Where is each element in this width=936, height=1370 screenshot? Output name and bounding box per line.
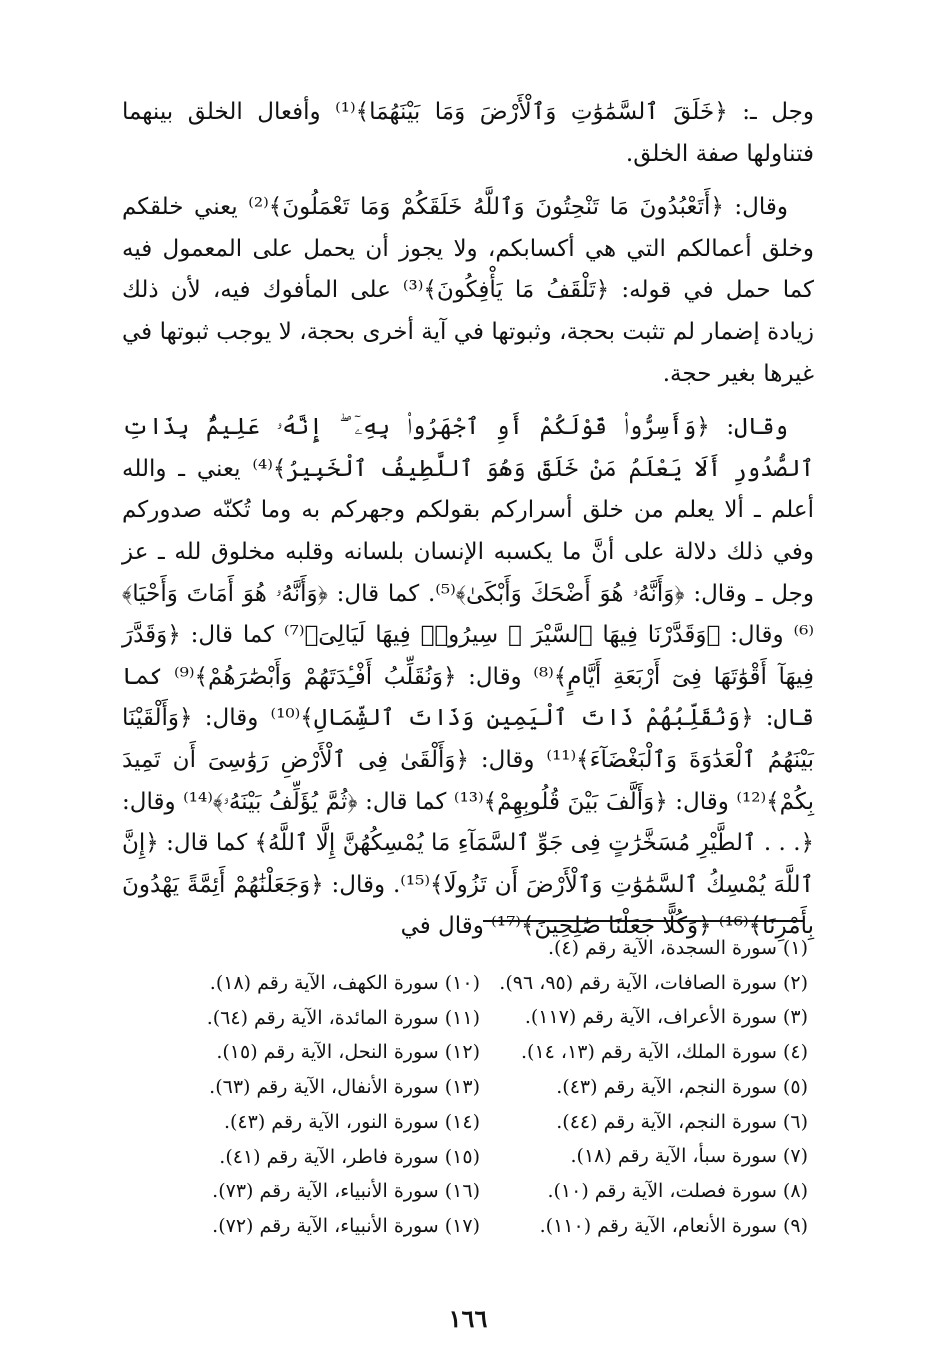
- footnote-17: (١٧) سورة الأنبياء، الآية رقم (٧٢).: [212, 1214, 480, 1237]
- footnote-divider: [483, 920, 803, 922]
- footnote-3: (٣) سورة الأعراف، الآية رقم (١١٧).: [524, 1006, 808, 1029]
- footnote-13: (١٣) سورة الأنفال، الآية رقم (٦٣).: [209, 1076, 480, 1099]
- page-number: ١٦٦: [448, 1304, 488, 1333]
- footnote-12: (١٢) سورة النحل، الآية رقم (١٥).: [216, 1041, 480, 1064]
- footnote-14: (١٤) سورة النور، الآية رقم (٤٣).: [223, 1110, 480, 1133]
- paragraph-3: وقال: ﴿وَأَسِرُّوا۟ قَوْلَكُمْ أَوِ ٱجْهَرُوا۟ بِهِۦٓ ۖ إِنَّهُۥ عَلِيمٌۢ بِذَاتِ ٱلصُّدُورِ أَلَا يَعْلَمُ مَنْ خَلَقَ وَهُوَ ٱللَّطِيفُ ٱلْخَبِيرُ﴾⁽⁴⁾ يعني ـ والله أعلم ـ ألا يعلم من خلق أسراركم بقولكم وجهركم به وما تُكنّه صدوركم وفي ذلك دلالة على أنَّ ما يكسبه الإنسان بلسانه وقلبه مخلوق لله ـ عز وجل ـ وقال: ﴿وَأَنَّهُۥ هُوَ أَضْحَكَ وَأَبْكَىٰ﴾⁽⁵⁾. كما قال: ﴿وَأَنَّهُۥ هُوَ أَمَاتَ وَأَحْيَا﴾⁽⁶⁾ وقال: ﴿وَقَدَّرْنَا فِيهَا ٱلسَّيْرَ ۖ سِيرُوا۟ فِيهَا لَيَالِىَ﴾⁽⁷⁾ كما قال: ﴿وَقَدَّرَ فِيهَآ أَقْوَٰتَهَا فِىٓ أَرْبَعَةِ أَيَّامٍ﴾⁽⁸⁾ وقال: ﴿وَنُقَلِّبُ أَفْـِٔدَتَهُمْ وَأَبْصَٰرَهُمْ﴾⁽⁹⁾ كما قال: ﴿وَنُقَلِّبُهُمْ ذَاتَ ٱلْيَمِينِ وَذَاتَ ٱلشِّمَالِ﴾⁽¹⁰⁾ وقال: ﴿وَأَلْقَيْنَا بَيْنَهُمُ ٱلْعَدَٰوَةَ وَٱلْبَغْضَآءَ﴾⁽¹¹⁾ وقال: ﴿وَأَلْقَىٰ فِى ٱلْأَرْضِ رَوَٰسِىَ أَن تَمِيدَ بِكُمْ﴾⁽¹²⁾ وقال: ﴿وَأَلَّفَ بَيْنَ قُلُوبِهِمْ﴾⁽¹³⁾ كما قال: ﴿ثُمَّ يُؤَلِّفُ بَيْنَهُۥ﴾⁽¹⁴⁾ وقال: ﴿. . . ٱلطَّيْرِ مُسَخَّرَٰتٍ فِى جَوِّ ٱلسَّمَآءِ مَا يُمْسِكُهُنَّ إِلَّا ٱللَّهُ﴾ كما قال: ﴿إِنَّ ٱللَّهَ يُمْسِكُ ٱلسَّمَٰوَٰتِ وَٱلْأَرْضَ أَن تَزُولَا﴾⁽¹⁵⁾. وقال: ﴿وَجَعَلْنَٰهُمْ أَئِمَّةً يَهْدُونَ بِأَمْرِنَا﴾⁽¹⁶⁾ ﴿وَكُلًّا جَعَلْنَا صَٰلِحِينَ﴾⁽¹⁷⁾ وقال في: [122, 414, 815, 940]
- footnote-11: (١١) سورة المائدة، الآية رقم (٦٤).: [206, 1006, 480, 1029]
- footnote-4: (٤) سورة الملك، الآية رقم (١٣، ١٤).: [521, 1041, 808, 1064]
- paragraph-1: وجل ـ: ﴿خَلَقَ ٱلسَّمَٰوَٰتِ وَٱلْأَرْضَ وَمَا بَيْنَهُمَا﴾⁽¹⁾ وأفعال الخلق بينهما فتناولها صفة الخلق.: [122, 99, 814, 167]
- paragraph-2: وقال: ﴿أَتَعْبُدُونَ مَا تَنْحِتُونَ وَٱللَّهُ خَلَقَكُمْ وَمَا تَعْمَلُونَ﴾⁽²⁾ يعني خلقكم وخلق أعمالكم التي هي أكسابكم، ولا يجوز أن يحمل على المعمول فيه كما حمل في قوله: ﴿تَلْقَفُ مَا يَأْفِكُونَ﴾⁽³⁾ على المأفوك فيه، لأن ذلك زيادة إضمار لم تثبت بحجة، وثبوتها في آية أخرى بحجة، لا يوجب ثبوتها في غيرها بغير حجة.: [122, 194, 814, 387]
- footnote-2: (٢) سورة الصافات، الآية رقم (٩٥، ٩٦).: [499, 971, 808, 994]
- footnote-7: (٧) سورة سبأ، الآية رقم (١٨).: [570, 1145, 808, 1168]
- paragraph-gap: [122, 175, 814, 187]
- footnote-6: (٦) سورة النجم، الآية رقم (٤٤).: [556, 1110, 808, 1133]
- footnotes-right-column: [488, 931, 808, 1243]
- footnote-10: (١٠) سورة الكهف، الآية رقم (١٨).: [209, 972, 480, 994]
- paragraph-gap: [122, 395, 814, 407]
- footnote-8: (٨) سورة فصلت، الآية رقم (١٠).: [547, 1179, 808, 1202]
- footnote-1: (١) سورة السجدة، الآية رقم (٤).: [547, 937, 808, 959]
- footnote-5: (٥) سورة النجم، الآية رقم (٤٣).: [556, 1075, 808, 1098]
- footnote-15: (١٥) سورة فاطر، الآية رقم (٤١).: [219, 1145, 480, 1168]
- footnotes-left-column: [150, 966, 480, 1244]
- footnote-16: (١٦) سورة الأنبياء، الآية رقم (٧٣).: [212, 1180, 480, 1203]
- main-text: [122, 92, 814, 948]
- footnote-9: (٩) سورة الأنعام، الآية رقم (١١٠).: [539, 1214, 808, 1237]
